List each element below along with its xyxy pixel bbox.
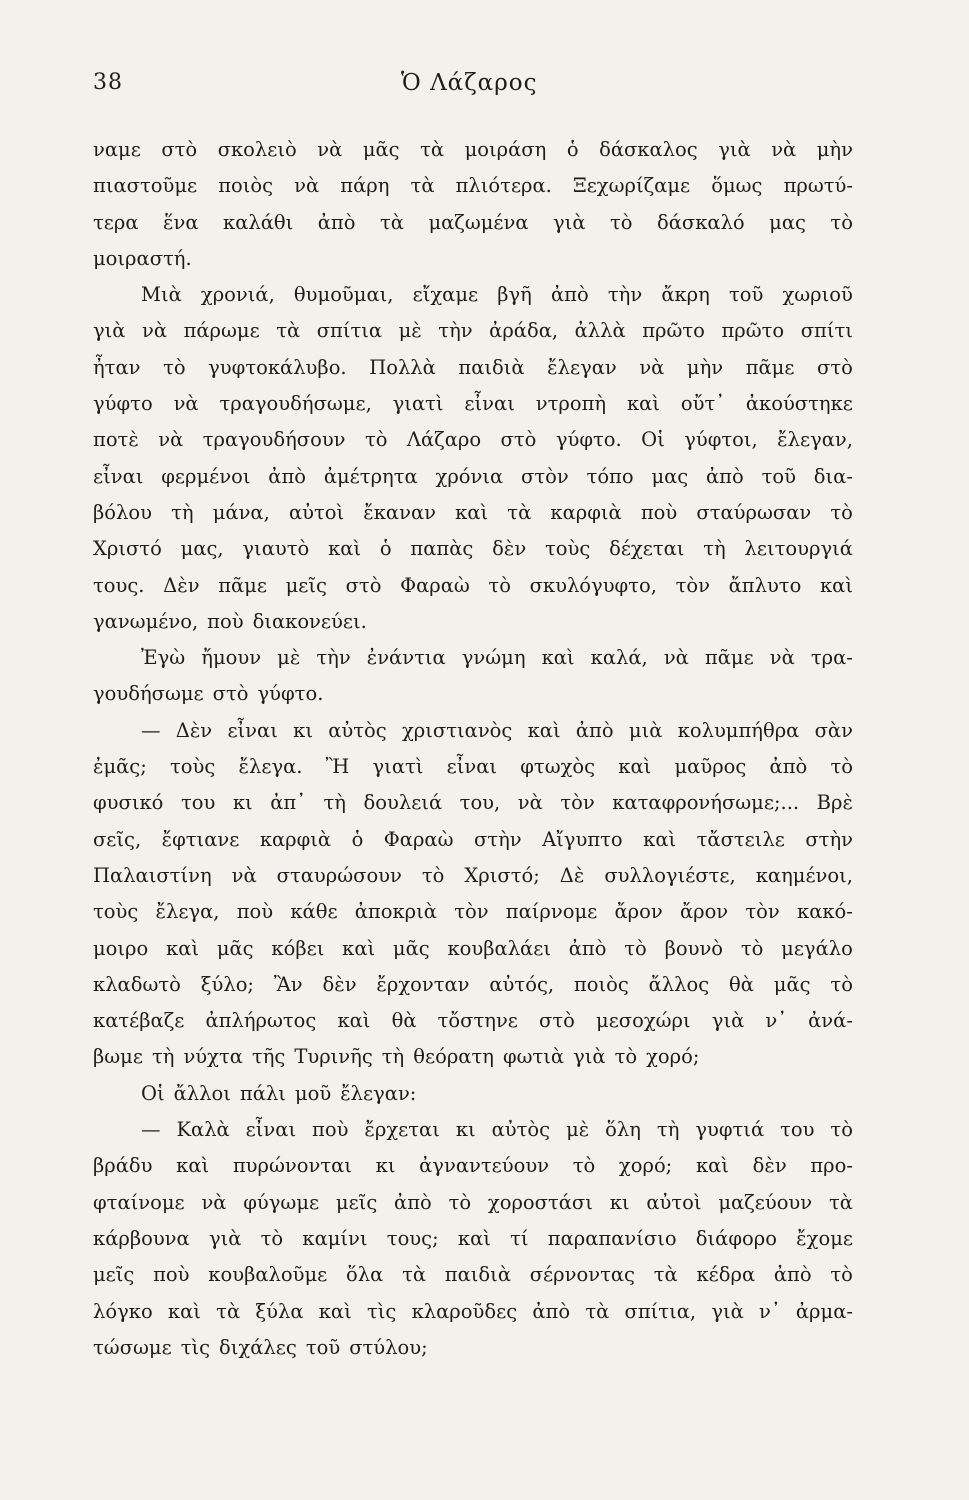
text-line: — Δὲν εἶναι κι αὐτὸς χριστιανὸς καὶ ἀπὸ μιὰ κολυμπήθρα σὰν — [141, 718, 853, 742]
text-line: — Καλὰ εἶναι ποὺ ἔρχεται κι αὐτὸς μὲ ὅλη τὴ γυφτιά του τὸ — [141, 1118, 853, 1142]
text-line: φταίνομε νὰ φύγωμε μεῖς ἀπὸ τὸ χοροστάσι κι αὐτοὶ μαζεύουν τὰ — [93, 1190, 853, 1214]
text-line: γανωμένο, ποὺ διακονεύει. — [93, 609, 367, 633]
page-header — [93, 70, 853, 110]
text-line: Μιὰ χρονιά, θυμοῦμαι, εἴχαμε βγῆ ἀπὸ τὴν ἄκρη τοῦ χωριοῦ — [141, 283, 853, 307]
text-line: τερα ἕνα καλάθι ἀπὸ τὰ μαζωμένα γιὰ τὸ δάσκαλό μας τὸ — [93, 210, 853, 234]
text-line: βωμε τὴ νύχτα τῆς Τυρινῆς τὴ θεόρατη φωτιὰ γιὰ τὸ χορό; — [93, 1045, 700, 1069]
text-line: σεῖς, ἔφτιανε καρφιὰ ὁ Φαραὼ στὴν Αἴγυπτο καὶ τἄστειλε στὴν — [93, 827, 853, 851]
text-line: βράδυ καὶ πυρώνονται κι ἀγναντεύουν τὸ χορό; καὶ δὲν προ- — [93, 1154, 853, 1178]
page-number: 38 — [93, 70, 123, 95]
text-line: βόλου τὴ μάνα, αὐτοὶ ἔκαναν καὶ τὰ καρφιὰ ποὺ σταύρωσαν τὸ — [93, 500, 853, 524]
text-line: τοὺς ἔλεγα, ποὺ κάθε ἀποκριὰ τὸν παίρνομε ἄρον ἄρον τὸν κακό- — [93, 900, 853, 924]
text-line: φυσικό του κι ἀπ᾿ τὴ δουλειά του, νὰ τὸν καταφρονήσωμε;... Βρὲ — [93, 791, 853, 815]
text-line: ἐμᾶς; τοὺς ἔλεγα. Ἢ γιατὶ εἶναι φτωχὸς καὶ μαῦρος ἀπὸ τὸ — [93, 755, 853, 779]
text-line: λόγκο καὶ τὰ ξύλα καὶ τὶς κλαροῦδες ἀπὸ τὰ σπίτια, γιὰ ν᾿ ἀρμα- — [93, 1299, 853, 1323]
text-line: κάρβουνα γιὰ τὸ καμίνι τους; καὶ τί παραπανίσιο διάφορο ἔχομε — [93, 1226, 853, 1250]
text-line: γιὰ νὰ πάρωμε τὰ σπίτια μὲ τὴν ἀράδα, ἀλλὰ πρῶτο πρῶτο σπίτι — [93, 319, 853, 343]
text-line: Οἱ ἄλλοι πάλι μοῦ ἔλεγαν: — [141, 1081, 417, 1105]
text-line: τους. Δὲν πᾶμε μεῖς στὸ Φαραὼ τὸ σκυλόγυφτο, τὸν ἄπλυτο καὶ — [93, 573, 853, 597]
text-line: μεῖς ποὺ κουβαλοῦμε ὅλα τὰ παιδιὰ σέρνοντας τὰ κέδρα ἀπὸ τὸ — [93, 1263, 853, 1287]
text-line: κατέβαζε ἀπλήρωτος καὶ θὰ τὄστηνε στὸ μεσοχώρι γιὰ ν᾿ ἀνά- — [93, 1009, 853, 1033]
body-text — [93, 132, 853, 1366]
text-line: πιαστοῦμε ποιὸς νὰ πάρη τὰ πλιότερα. Ξεχωρίζαμε ὅμως πρωτύ- — [93, 174, 853, 198]
text-line: κλαδωτὸ ξύλο; Ἂν δὲν ἔρχονταν αὐτός, ποιὸς ἄλλος θὰ μᾶς τὸ — [93, 972, 853, 996]
text-line: ναμε στὸ σκολειὸ νὰ μᾶς τὰ μοιράση ὁ δάσκαλος γιὰ νὰ μὴν — [93, 138, 853, 161]
text-line: Παλαιστίνη νὰ σταυρώσουν τὸ Χριστό; Δὲ συλλογιέστε, καημένοι, — [93, 863, 853, 887]
text-line: γύφτο νὰ τραγουδήσωμε, γιατὶ εἶναι ντροπὴ καὶ οὔτ᾿ ἀκούστηκε — [93, 392, 853, 416]
text-line: ἦταν τὸ γυφτοκάλυβο. Πολλὰ παιδιὰ ἔλεγαν νὰ μὴν πᾶμε στὸ — [93, 355, 853, 379]
text-line: εἶναι φερμένοι ἀπὸ ἀμέτρητα χρόνια στὸν τόπο μας ἀπὸ τοῦ δια- — [93, 464, 853, 488]
text-line: μοιραστή. — [93, 246, 192, 270]
text-line: Ἐγὼ ἤμουν μὲ τὴν ἐνάντια γνώμη καὶ καλά, νὰ πᾶμε νὰ τρα- — [141, 646, 853, 670]
text-line: Χριστό μας, γιαυτὸ καὶ ὁ παπὰς δὲν τοὺς δέχεται τὴ λειτουργιά — [93, 537, 853, 561]
running-title: Ὁ Λάζαρος — [401, 70, 538, 96]
text-line: γουδήσωμε στὸ γύφτο. — [93, 682, 324, 706]
text-line: τώσωμε τὶς διχάλες τοῦ στύλου; — [93, 1335, 428, 1359]
text-line: ποτὲ νὰ τραγουδήσουν τὸ Λάζαρο στὸ γύφτο. Οἱ γύφτοι, ἔλεγαν, — [93, 428, 853, 452]
text-line: μοιρο καὶ μᾶς κόβει καὶ μᾶς κουβαλάει ἀπὸ τὸ βουνὸ τὸ μεγάλο — [93, 936, 853, 960]
